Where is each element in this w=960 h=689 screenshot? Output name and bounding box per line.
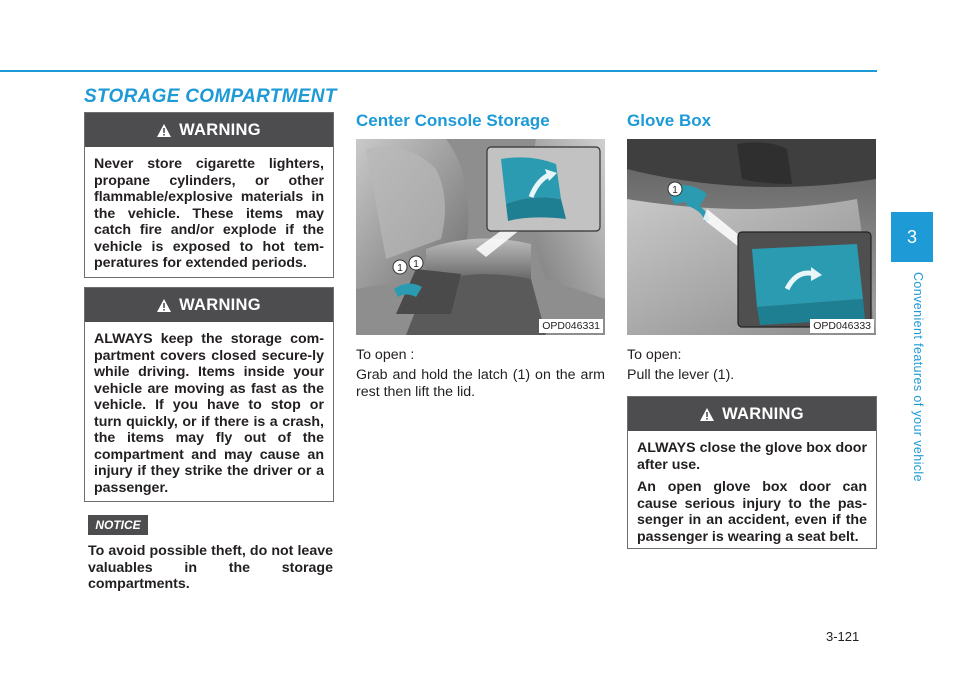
warning-box-glove-box — [627, 396, 877, 549]
notice-badge: NOTICE — [88, 515, 148, 535]
image-code: OPD046331 — [539, 319, 603, 333]
glove-box-illustration — [627, 139, 876, 335]
warning-box-storage-covers — [84, 287, 334, 502]
warning-text: Never store cigarette lighters, propane cylinders, or other flammable/explosive materials in the vehicle. These items may catch fire and/or explode if the vehicle is exposed to hot tem-peratures for extended periods. — [94, 156, 324, 271]
notice-text: To avoid possible theft, do not leave valuables in the storage compartments. — [88, 543, 333, 592]
glove-box-title: Glove Box — [627, 111, 712, 130]
warning-triangle-icon — [700, 408, 714, 421]
glove-box-image — [627, 139, 876, 335]
warning-header — [85, 113, 333, 147]
image-code: OPD046333 — [810, 319, 874, 333]
chapter-tab — [887, 212, 960, 518]
chapter-label: Convenient features of your vehicle — [911, 272, 925, 482]
center-console-title: Center Console Storage — [356, 111, 550, 130]
warning-paragraph: ALWAYS close the glove box door after use. — [637, 440, 867, 473]
warning-label: WARNING — [179, 120, 261, 139]
center-to-open-label: To open : — [356, 347, 415, 363]
section-title: STORAGE COMPARTMENT — [84, 86, 337, 107]
warning-header — [628, 397, 876, 431]
center-instruction: Grab and hold the latch (1) on the arm rest then lift the lid. — [356, 367, 605, 400]
center-console-illustration — [356, 139, 605, 335]
warning-text: ALWAYS keep the storage com-partment covers closed secure-ly while driving. Items inside your vehicle are moving as fast as the vehicle. If you have to stop or turn quickly, or if there is a crash, the items may fly out of the compartment and may cause an injury if they strike the driver or a passenger. — [94, 331, 324, 496]
warning-label: WARNING — [179, 295, 261, 314]
warning-box-flammables — [84, 112, 334, 278]
warning-text — [628, 431, 876, 559]
warning-triangle-icon — [157, 124, 171, 137]
page-number: 3-121 — [826, 629, 860, 644]
callout-label: 1 — [397, 263, 403, 274]
warning-paragraph: An open glove box door can cause serious injury to the pas-senger in an accident, even if the passenger is wearing a seat belt. — [637, 479, 867, 545]
glove-instruction: Pull the lever (1). — [627, 367, 735, 383]
warning-triangle-icon — [157, 299, 171, 312]
warning-label: WARNING — [722, 404, 804, 423]
chapter-number: 3 — [891, 212, 933, 262]
callout-label: 1 — [413, 259, 419, 270]
center-console-image — [356, 139, 605, 335]
warning-header — [85, 288, 333, 322]
callout-label: 1 — [672, 185, 678, 196]
top-rule — [0, 70, 877, 72]
glove-to-open-label: To open: — [627, 347, 682, 363]
